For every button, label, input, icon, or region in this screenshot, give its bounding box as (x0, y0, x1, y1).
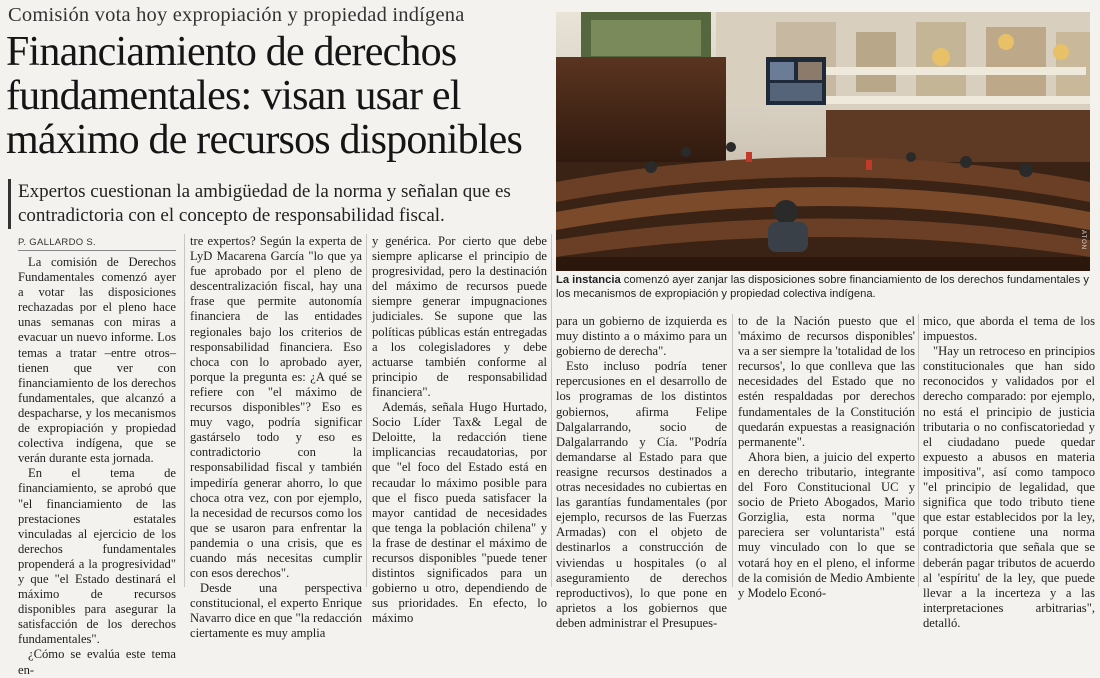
column-divider (732, 314, 733, 587)
article-column-1 (18, 255, 176, 677)
column-divider (184, 234, 185, 587)
paragraph: Esto incluso podría tener repercusiones en el desarrollo de los programas de los distintos gobiernos, afirma Felipe Dalgalarrando, socio de Dalgalarrando y Cía. "Podría demandarse al Estado para que reasigne recursos destinados a otras necesidades no cubiertas en las garantías fundamentales (por ejemplo, recursos de las Fuerzas Armadas) con el objeto de destinarlos a construcción de viviendas u hospitales (o al aseguramiento de derechos reproductivos), lo que pone en aprietos a los gobiernos que deben administrar el Presupues- (556, 359, 727, 630)
paragraph: mico, que aborda el tema de los impuestos. (923, 314, 1095, 344)
byline-rule (18, 250, 176, 251)
article-column-5 (738, 314, 915, 600)
paragraph: ¿Cómo se evalúa este tema en- (18, 647, 176, 677)
photo-caption (556, 273, 1092, 301)
chamber-photo (556, 12, 1090, 271)
article-column-4 (556, 314, 727, 630)
headline: Financiamiento de derechos fundamentales: visan usar el máximo de recursos disponibles (6, 29, 523, 163)
deck: Expertos cuestionan la ambigüedad de la norma y señalan que es contradictoria con el concepto de responsabilidad fiscal. (18, 181, 511, 226)
column-divider (918, 314, 919, 587)
paragraph: Ahora bien, a juicio del experto en derecho tributario, integrante del Foro Constitucional UC y socio de Prieto Abogados, Mario Gorziglia, esta norma "que pareciera ser voluntarista" está muy vinculado con lo que se votará hoy en el pleno, el informe de la comisión de Medio Ambiente y Modelo Econó- (738, 449, 915, 600)
column-divider (366, 234, 367, 587)
paragraph: y genérica. Por cierto que debe siempre aplicarse el principio de progresividad, pero la destinación del máximo de recursos puede siempre generar impugnaciones judiciales. Se supone que las políticas públicas están entregadas a los colegisladores y debe actuarse también conforme al principio de responsabilidad financiera". (372, 234, 547, 399)
deck-rule (8, 179, 11, 229)
paragraph: La comisión de Derechos Fundamentales comenzó ayer a votar las disposiciones rechazadas por el pleno hace unas semanas con miras a evacuar un nuevo informe. Los temas a tratar –entre otros– tienen que ver con financiamiento de los derechos fundamentales, que alcanzó a despacharse, y los mecanismos de expropiación y propiedad colectiva indígena, que se verán durante esta jornada. (18, 255, 176, 466)
article-column-3 (372, 234, 547, 626)
paragraph: Desde una perspectiva constitucional, el experto Enrique Navarro dice en que "la redacción ciertamente es muy amplia (190, 581, 362, 641)
paragraph: En el tema de financiamiento, se aprobó que "el financiamiento de las prestaciones estatales vinculadas al ejercicio de los derechos fundamentales propenderá a la progresividad" y que "el Estado destinará el máximo de recursos disponibles para asegurar la satisfacción de los derechos fundamentales". (18, 466, 176, 647)
paragraph: "Hay un retroceso en principios constitucionales que han sido reconocidos y validados por el derecho comparado: por ejemplo, no está el principio de justicia tributaria o no confiscatoriedad y el ciudadano puede quedar expuesto a abusos en materia impositiva", así como tampoco "el principio de legalidad, que significa que todo tributo tiene que estar establecidos por la ley, porque contiene una norma contradictoria que señala que se deberán pagar tributos de acuerdo al 'espíritu' de la ley, que puede llevar a la incerteza y a las interpretaciones arbitrarias", detalló. (923, 344, 1095, 630)
paragraph: to de la Nación puesto que el 'máximo de recursos disponibles' va a ser siempre la 'totalidad de los recursos', lo que conlleva que las necesidades del Estado que no estén respaldadas por derechos fundamentales de la Constitución quedarán expuestas a reasignación permanente". (738, 314, 915, 449)
column-divider (551, 234, 552, 587)
kicker: Comisión vota hoy expropiación y propiedad indígena (8, 4, 465, 26)
photo-credit: ATON (1080, 230, 1086, 251)
paragraph: tre expertos? Según la experta de LyD Macarena García "lo que ya fue aprobado por el pleno de descentralización fiscal, hay una frase que permite autonomía financiera de las entidades regionales bajo los criterios de responsabilidad financiera. Eso choca con lo aprobado ayer, porque la pregunta es: ¿A qué se refiere con "el máximo de recursos disponibles"? Eso es muy vago, podría significar gastárselo todo y eso es contradictorio con la responsabilidad fiscal y también impediría generar ahorro, lo que choca otra vez, con por ejemplo, la necesidad de recursos como los que se usaron para enfrentar la pandemia o una crisis, que es cuando más necesitas cumplir con esos derechos". (190, 234, 362, 581)
article-column-6 (923, 314, 1095, 630)
chamber-photo-icon (556, 12, 1090, 271)
paragraph: para un gobierno de izquierda es muy distinto a o máximo para un gobierno de derecha". (556, 314, 727, 359)
article-column-2 (190, 234, 362, 641)
caption-lead: La instancia (556, 274, 621, 286)
byline: P. GALLARDO S. (18, 237, 96, 248)
caption-text: comenzó ayer zanjar las disposiciones sobre financiamiento de los derechos fundamentales y los mecanismos de expropiación y propiedad colectiva indígena. (556, 274, 1089, 300)
paragraph: Además, señala Hugo Hurtado, Socio Líder Tax& Legal de Deloitte, la redacción tiene implicancias recaudatorias, por que "el foco del Estado está en recaudar lo máximo posible para que el fisco pueda satisfacer la mayor cantidad de necesidades que tenga la población chilena" y la frase de destinar el máximo de recursos disponibles "puede tener distintos significados para un gobierno u otro, dependiendo de sus prioridades. En efecto, lo máximo (372, 400, 547, 626)
